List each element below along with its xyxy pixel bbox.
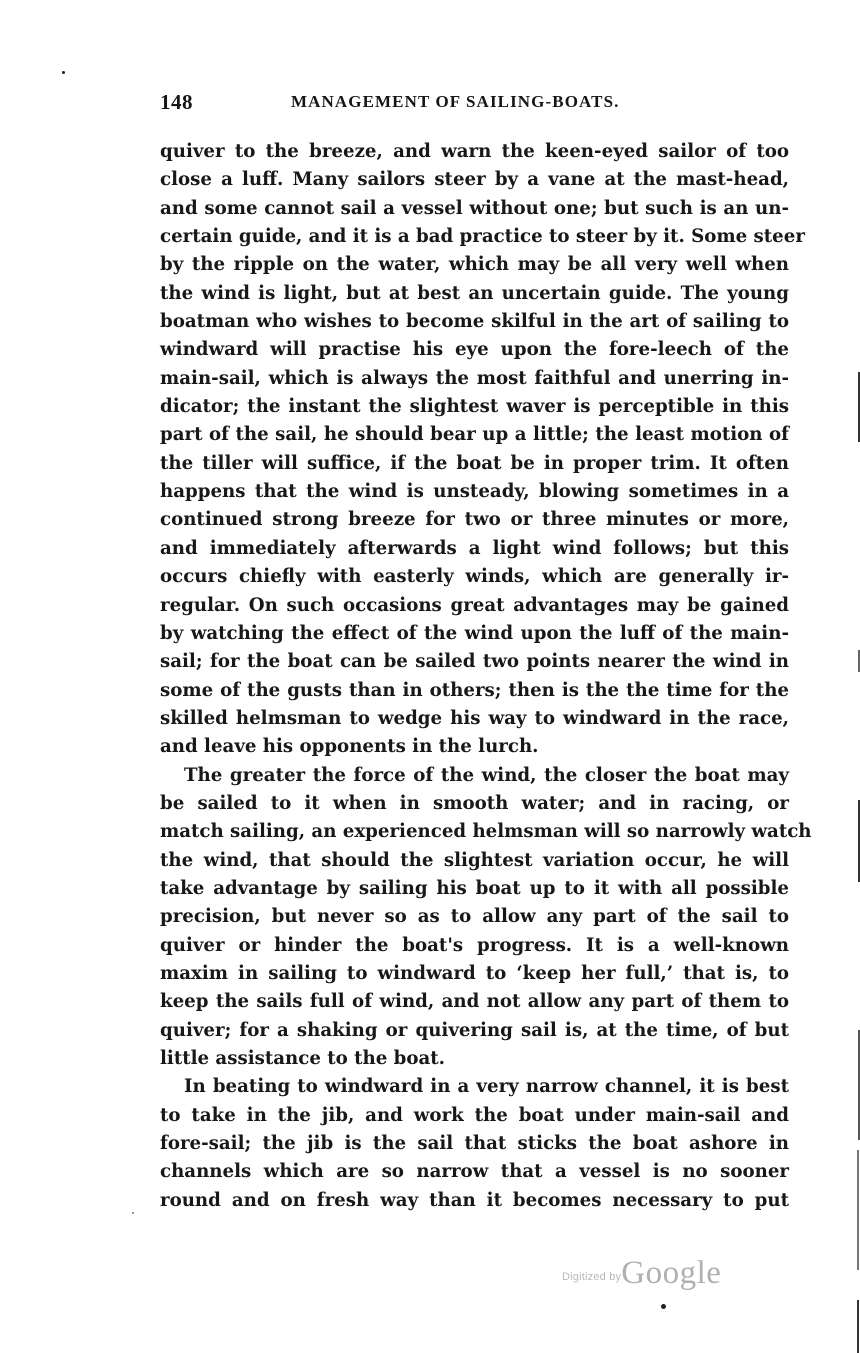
text-line: quiver to the breeze, and warn the keen-eyed sailor of too <box>160 141 789 162</box>
text-line: some of the gusts than in others; then is the the time for the <box>160 679 789 701</box>
text-line: and immediately afterwards a light wind follows; but this <box>160 537 789 559</box>
text-line: and leave his opponents in the lurch. <box>160 736 539 758</box>
text-line: by watching the effect of the wind upon the luff of the main- <box>160 622 789 644</box>
text-line: close a luff. Many sailors steer by a vane at the mast-head, <box>160 169 789 191</box>
watermark-prefix: Digitized by <box>562 1271 622 1283</box>
text-line: match sailing, an experienced helmsman will so narrowly watch <box>160 821 812 843</box>
text-line: be sailed to it when in smooth water; and in racing, or <box>160 792 789 814</box>
text-line: the wind is light, but at best an uncertain guide. The young <box>160 282 789 304</box>
page-number: 148 <box>160 90 193 114</box>
text-line: dicator; the instant the slightest waver is perceptible in this <box>160 396 789 418</box>
text-line: channels which are so narrow that a vessel is no sooner <box>160 1161 789 1183</box>
scan-speck <box>661 1304 666 1309</box>
body-text <box>160 138 812 1215</box>
text-line: certain guide, and it is a bad practice to steer by it. Some steer <box>160 226 805 248</box>
text-line: The greater the force of the wind, the closer the boat may <box>184 764 789 786</box>
text-line: windward will practise his eye upon the fore-leech of the <box>160 339 789 361</box>
text-line: main-sail, which is always the most faithful and unerring in- <box>160 367 789 389</box>
text-line: keep the sails full of wind, and not allow any part of them to <box>160 991 789 1013</box>
text-line: the tiller will suffice, if the boat be in proper trim. It often <box>160 452 789 474</box>
text-line: quiver; for a shaking or quivering sail is, at the time, of but <box>160 1019 789 1041</box>
digitized-by-google-watermark <box>562 1255 721 1292</box>
scan-speck <box>62 71 65 74</box>
text-line: sail; for the boat can be sailed two points nearer the wind in <box>160 651 789 673</box>
text-line: the wind, that should the slightest variation occur, he will <box>160 849 789 871</box>
scan-speck <box>132 1212 134 1214</box>
text-line: part of the sail, he should bear up a little; the least motion of <box>160 424 789 446</box>
text-line: occurs chiefly with easterly winds, which are generally ir- <box>160 566 789 588</box>
text-line: In beating to windward in a very narrow channel, it is best <box>184 1076 789 1098</box>
running-title: MANAGEMENT OF SAILING-BOATS. <box>291 92 620 111</box>
text-line: regular. On such occasions great advantages may be gained <box>160 594 789 616</box>
text-line: little assistance to the boat. <box>160 1048 445 1069</box>
page-edge-shadow <box>857 1300 859 1353</box>
text-line: fore-sail; the jib is the sail that sticks the boat ashore in <box>160 1133 789 1155</box>
text-line: skilled helmsman to wedge his way to windward in the race, <box>160 707 789 729</box>
text-line: quiver or hinder the boat's progress. It is a well-known <box>160 934 789 956</box>
text-line: continued strong breeze for two or three minutes or more, <box>160 509 789 531</box>
text-line: to take in the jib, and work the boat under main-sail and <box>160 1104 789 1126</box>
text-line: by the ripple on the water, which may be all very well when <box>160 254 789 276</box>
text-line: round and on fresh way than it becomes necessary to put <box>160 1189 789 1211</box>
page-edge-shadow <box>857 1150 859 1270</box>
text-line: and some cannot sail a vessel without one; but such is an un- <box>160 197 789 219</box>
page-header <box>160 90 790 116</box>
text-line: happens that the wind is unsteady, blowing sometimes in a <box>160 481 789 503</box>
google-logo-text: Google <box>621 1255 722 1291</box>
text-line: precision, but never so as to allow any part of the sail to <box>160 906 789 928</box>
text-line: maxim in sailing to windward to ‘keep her full,’ that is, to <box>160 962 789 984</box>
text-line: boatman who wishes to become skilful in the art of sailing to <box>160 311 789 333</box>
text-line: take advantage by sailing his boat up to it with all possible <box>160 877 789 899</box>
